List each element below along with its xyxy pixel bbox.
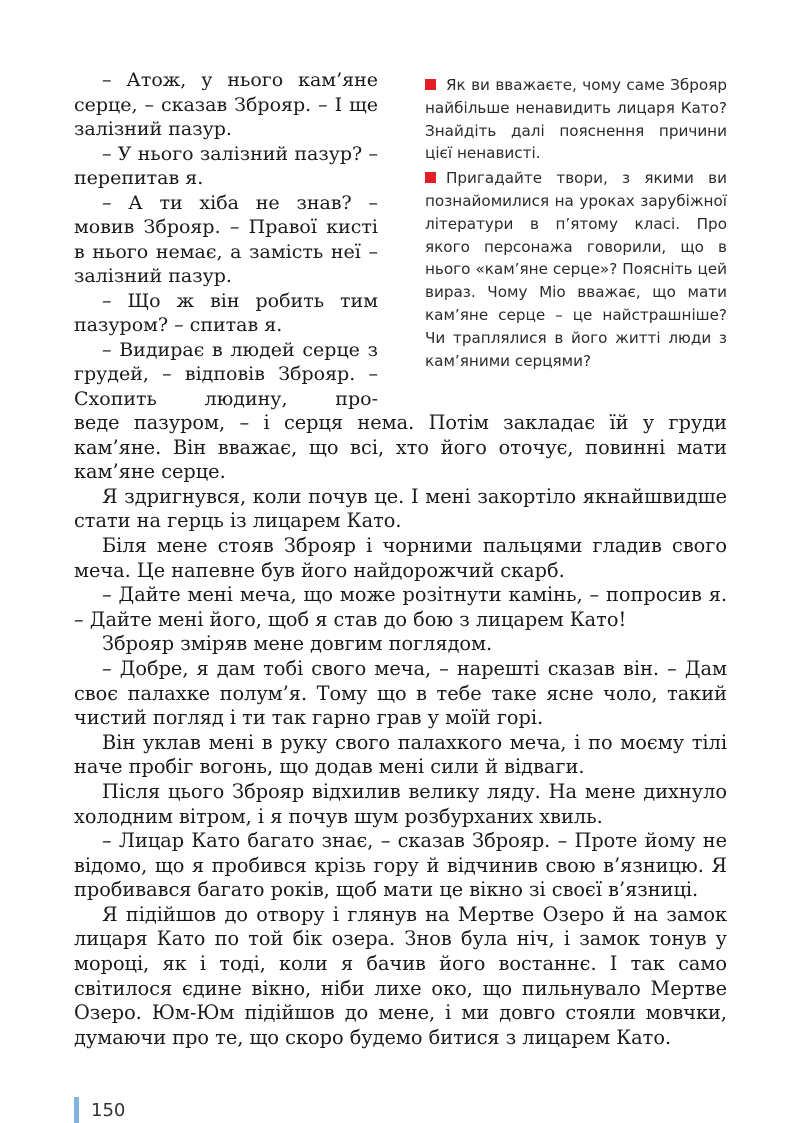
paragraph: – А ти хіба не знав? – мовив Зброяр. – Правої кисті в нього немає, а замість неї – залізний пазур. (74, 191, 378, 287)
main-text (74, 411, 727, 1050)
page-marker-bar (74, 1097, 79, 1123)
questions-sidebar (425, 74, 727, 374)
paragraph: – Атож, у нього кам’яне серце, – сказав Зброяр. – І ще залізний пазур. (74, 69, 378, 140)
paragraph: Після цього Зброяр відхилив велику ляду. На мене дихнуло холодним вітром, і я почув шум розбурханих хвиль. (74, 779, 727, 828)
red-square-bullet-icon (425, 172, 436, 183)
page-number: 150 (91, 1099, 126, 1121)
paragraph: – Що ж він робить тим пазуром? – спитав я. (74, 289, 378, 336)
paragraph: – У нього залізний пазур? – перепитав я. (74, 142, 378, 189)
question-item (425, 167, 727, 372)
question-item (425, 74, 727, 165)
paragraph: Він уклав мені в руку свого палахкого меча, і по моєму тілі наче пробіг вогонь, що додав мені сили й відваги. (74, 730, 727, 779)
paragraph: веде пазуром, – і серця нема. Потім закладає їй у груди кам’яне. Він вважає, що всі, хто його оточує, повинні мати кам’яне серце. (74, 411, 727, 484)
paragraph: – Добре, я дам тобі свого меча, – нарешті сказав він. – Дам своє палахке полум’я. Тому що в тебе таке ясне чоло, такий чистий погляд і ти так гарно грав у моїй горі. (74, 656, 727, 730)
question-text: Як ви вважаєте, чому саме Зброяр найбільше ненавидить лицаря Като? Знайдіть далі пояснення причини цієї ненависті. (425, 76, 727, 163)
paragraph: – Лицар Като багато знає, – сказав Зброяр. – Проте йому не відомо, що я пробився крізь гору й відчинив свою в’язницю. Я пробивався багато років, щоб мати це вікно зі своєї в’язниці. (74, 829, 727, 902)
left-text-column (74, 68, 378, 411)
paragraph: Зброяр зміряв мене довгим поглядом. (102, 632, 493, 656)
paragraph: – Видирає в людей серце з грудей, – відповів Зброяр. – Схопить людину, про- (74, 338, 378, 410)
paragraph: Біля мене стояв Зброяр і чорними пальцями гладив свого меча. Це напевне був його найдорожчий скарб. (74, 533, 727, 582)
question-text: Пригадайте твори, з якими ви познайомилися на уроках зарубіжної літератури в п’ятому класі. Про якого персонажа говорили, що в нього «кам’яне серце»? Поясніть цей вираз. Чому Міо вважає, що мати кам’яне серце – це найстрашніше? Чи траплялися в його житті люди з кам’яними серцями? (425, 169, 727, 370)
paragraph: Я підійшов до отвору і глянув на Мертве Озеро й на замок лицаря Като по той бік озера. Знов була ніч, і замок тонув у мороці, як і тоді, коли я бачив його востаннє. І так само світилося єдине вікно, ніби лихе око, що пильнувало Мертве Озеро. Юм-Юм підійшов до мене, і ми довго стояли мовчки, думаючи про те, що скоро будемо битися з лицарем Като. (74, 902, 727, 1049)
paragraph: – Дайте мені меча, що може розітнути камінь, – попросив я. – Дайте мені його, щоб я став до бою з лицарем Като! (74, 583, 727, 631)
page-footer (74, 1097, 125, 1123)
red-square-bullet-icon (425, 79, 436, 90)
paragraph: Я здригнувся, коли почув це. І мені закортіло якнайшвидше стати на герць із лицарем Като. (74, 484, 727, 533)
